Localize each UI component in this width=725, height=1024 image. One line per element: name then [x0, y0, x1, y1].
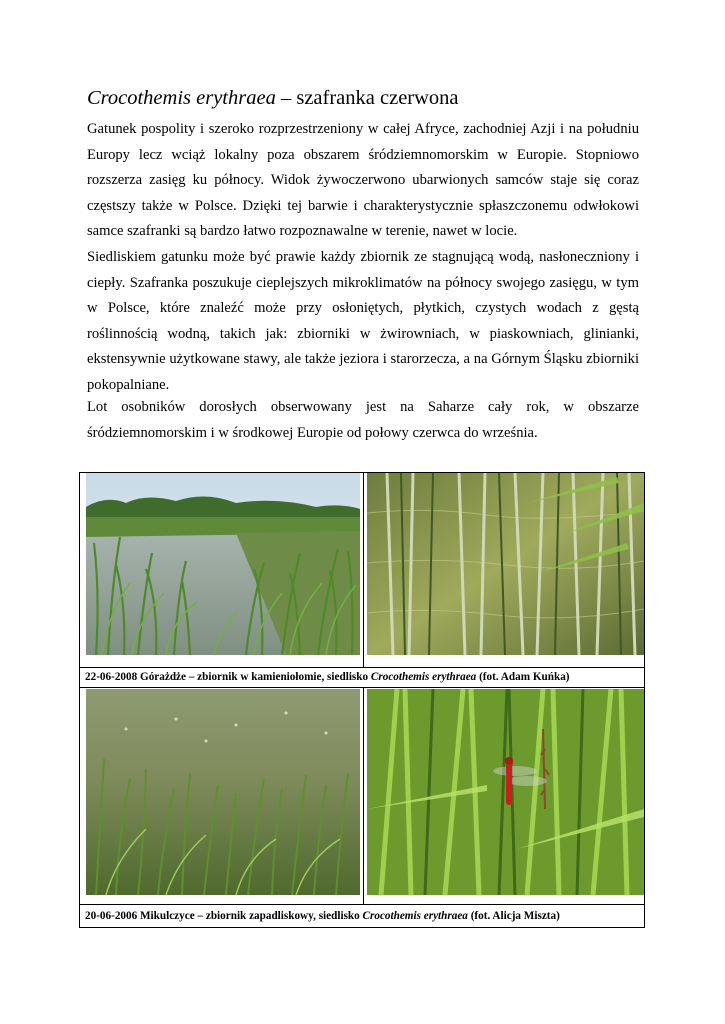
- photo-subsidence-pond: [86, 689, 360, 895]
- page-title: [87, 86, 459, 110]
- caption-photo-row-1: [79, 668, 570, 687]
- caption-2-species: Crocothemis erythraea: [362, 910, 468, 922]
- title-common-name: – szafranka czerwona: [275, 87, 459, 109]
- photo-pond-quarry: [86, 473, 360, 655]
- photo-reed-stems: [367, 473, 644, 655]
- caption-2-author: (fot. Alicja Miszta): [467, 910, 560, 922]
- caption-2-text: 20-06-2006 Mikulczyce – zbiornik zapadliskowy, siedlisko: [85, 910, 363, 922]
- paragraph-description: Gatunek pospolity i szeroko rozprzestrzeniony w całej Afryce, zachodniej Azji i na południu Europy lecz wciąż lokalny poza obszarem śródziemnomorskim w Europie. Stopniowo rozszerza zasięg ku północy. Widok żywoczerwono ubarwionych samców staje się coraz częstszy także w Polsce. Dzięki tej barwie i charakterystycznie spłaszczonemu odwłokowi samce szafranki są bardzo łatwo rozpoznawalne w terenie, nawet w locie.: [87, 121, 639, 240]
- title-species: Crocothemis erythraea: [87, 87, 276, 109]
- caption-photo-row-2: [79, 906, 560, 926]
- paragraph-habitat: Siedliskiem gatunku może być prawie każdy zbiornik ze stagnującą wodą, nasłoneczniony i ciepły. Szafranka poszukuje cieplejszych mikroklimatów na północy swojego zasięgu, w tym w Polsce, które znaleźć może przy osłoniętych, płytkich, czystych wodach z gęstą roślinnością wodną, takich jak: zbiorniki w żwirowniach, w piaskowniach, glinianki, ekstensywnie użytkowane stawy, ale także jeziora i starorzecza, a na Górnym Śląsku zbiorniki pokopalniane.: [87, 249, 639, 393]
- paragraph-flight-period: Lot osobników dorosłych obserwowany jest na Saharze cały rok, w obszarze śródziemnomorskim i w środkowej Europie od połowy czerwca do września.: [87, 399, 639, 441]
- caption-1-text: 22-06-2008 Górażdże – zbiornik w kamieniołomie, siedlisko: [85, 671, 371, 683]
- photo-dragonfly: [367, 689, 644, 895]
- photo-table: [79, 472, 645, 928]
- caption-1-author: (fot. Adam Kuńka): [476, 671, 570, 683]
- caption-1-species: Crocothemis erythraea: [370, 671, 477, 683]
